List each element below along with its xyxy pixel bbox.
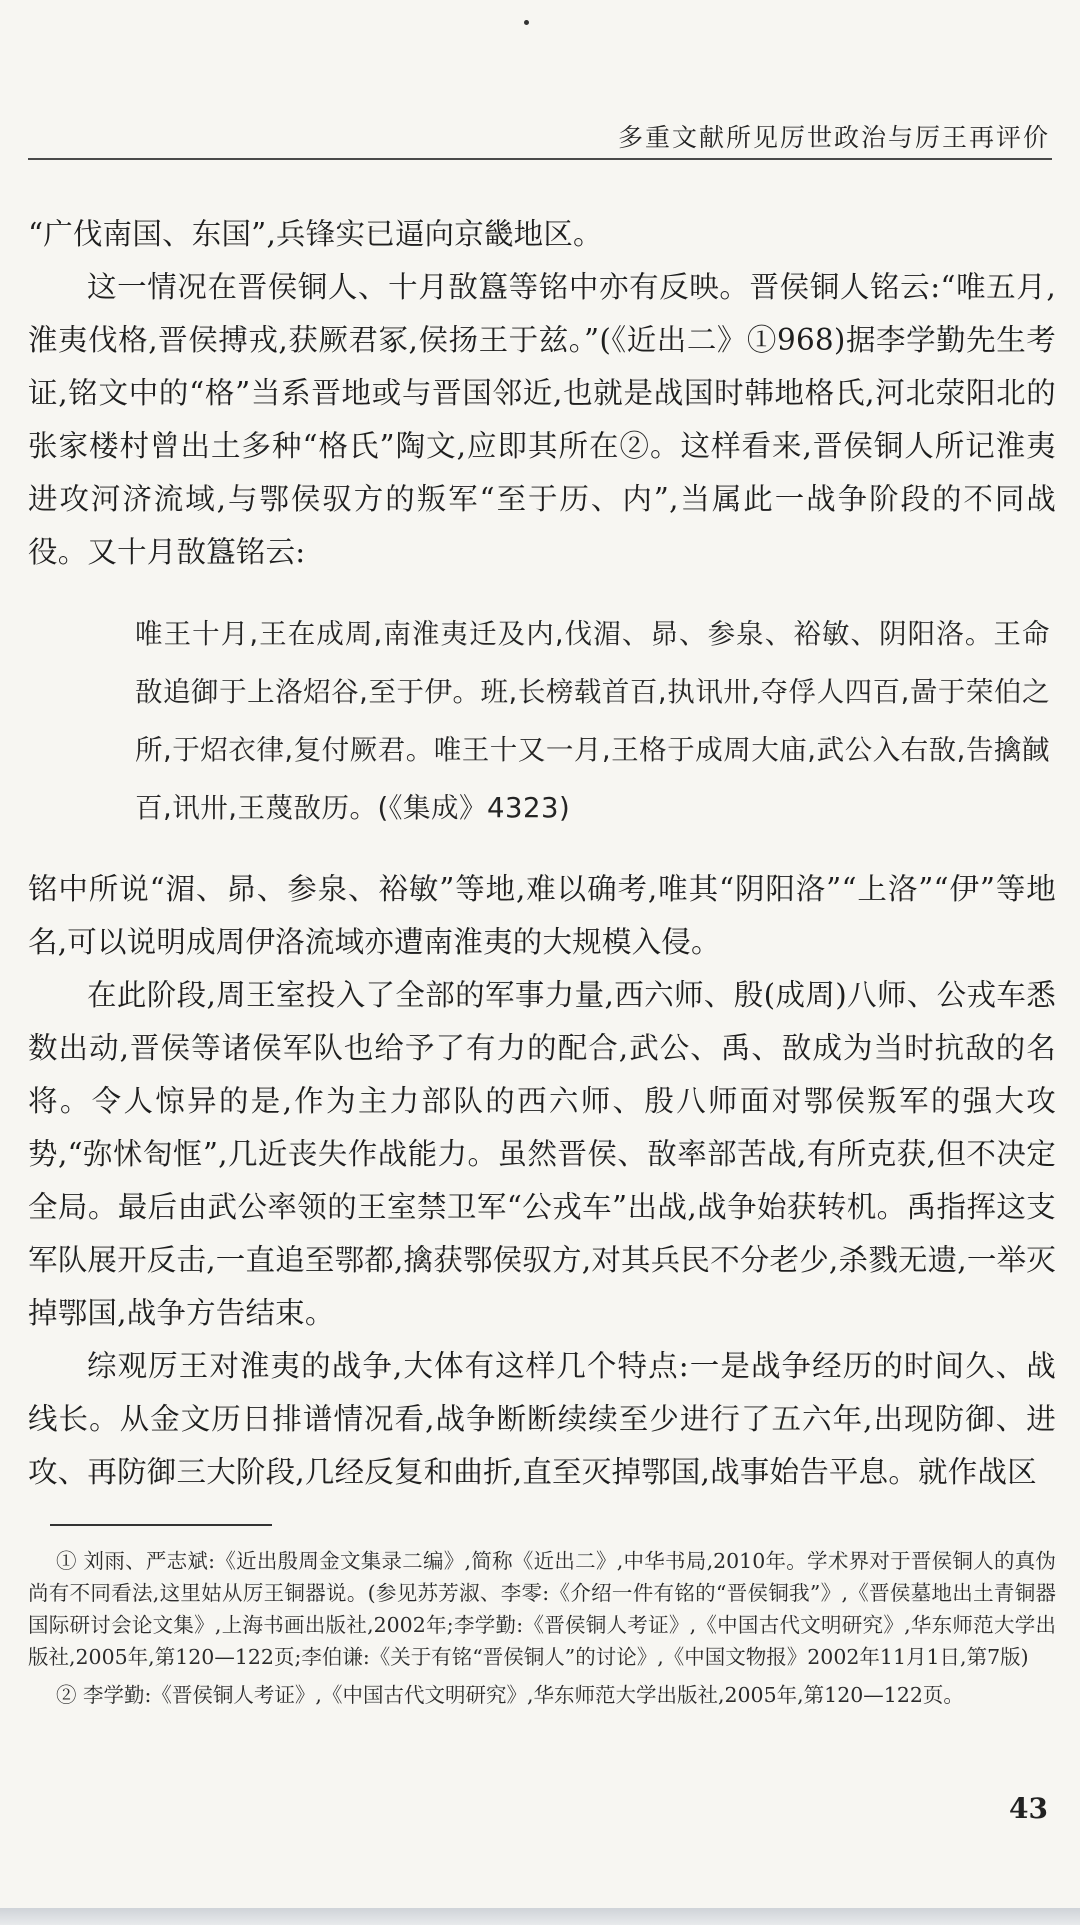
paragraph: 这一情况在晋侯铜人、十月敔簋等铭中亦有反映。晋侯铜人铭云:“唯五月,淮夷伐格,晋侯搏戎,获厥君冢,侯扬王于兹。”(《近出二》①968)据李学勤先生考证,铭文中的“格”当系晋地或与晋国邻近,也就是战国时韩地格氏,河北荥阳北的张家楼村曾出土多种“格氏”陶文,应即其所在②。这样看来,晋侯铜人所记淮夷进攻河济流域,与鄂侯驭方的叛军“至于历、内”,当属此一战争阶段的不同战役。又十月敔簋铭云:	[28, 270, 1056, 569]
footnotes	[28, 1545, 1056, 1711]
footnote: ② 李学勤:《晋侯铜人考证》,《中国古代文明研究》,华东师范大学出版社,2005年,第120—122页。	[56, 1683, 964, 1707]
paragraph: 综观厉王对淮夷的战争,大体有这样几个特点:一是战争经历的时间久、战线长。从金文历日排谱情况看,战争断断续续至少进行了五六年,出现防御、进攻、再防御三大阶段,几经反复和曲折,直至灭掉鄂国,战事始告平息。就作战区	[28, 1349, 1056, 1489]
footnote-rule	[50, 1524, 272, 1526]
inscription-quote: 唯王十月,王在成周,南淮夷迁及内,伐湄、昴、参泉、裕敏、阴阳洛。王命敔追御于上洛炤谷,至于伊。班,长榜载首百,执讯卅,夺俘人四百,啚于荣伯之所,于炤衣律,复付厥君。唯王十又一月,王格于成周大庙,武公入右敔,告擒馘百,讯卅,王蔑敔历。(《集成》4323)	[135, 618, 1050, 824]
header-rule	[28, 158, 1052, 160]
running-head: 多重文献所见厉世政治与厉王再评价	[617, 123, 1050, 152]
viewer-bottom-edge	[0, 1908, 1080, 1925]
paragraph: 在此阶段,周王室投入了全部的军事力量,西六师、殷(成周)八师、公戎车悉数出动,晋侯等诸侯军队也给予了有力的配合,武公、禹、敔成为当时抗敌的名将。令人惊异的是,作为主力部队的西六师、殷八师面对鄂侯叛军的强大攻势,“弥怵匌恇”,几近丧失作战能力。虽然晋侯、敔率部苦战,有所克获,但不决定全局。最后由武公率领的王室禁卫军“公戎车”出战,战争始获转机。禹指挥这支军队展开反击,一直追至鄂都,擒获鄂侯驭方,对其兵民不分老少,杀戮无遗,一举灭掉鄂国,战争方告结束。	[28, 978, 1056, 1330]
paragraph: 铭中所说“湄、昴、参泉、裕敏”等地,难以确考,唯其“阴阳洛”“上洛”“伊”等地名,可以说明成周伊洛流域亦遭南淮夷的大规模入侵。	[28, 872, 1056, 959]
paragraph-continuation: “广伐南国、东国”,兵锋实已逼向京畿地区。	[28, 217, 603, 251]
scan-speck	[524, 20, 529, 25]
main-text	[28, 208, 1056, 1499]
footnote: ① 刘雨、严志斌:《近出殷周金文集录二编》,简称《近出二》,中华书局,2010年。学术界对于晋侯铜人的真伪尚有不同看法,这里姑从厉王铜器说。(参见苏芳淑、李零:《介绍一件有铭的“晋侯铜我”》,《晋侯墓地出土青铜器国际研讨会论文集》,上海书画出版社,2002年;李学勤:《晋侯铜人考证》,《中国古代文明研究》,华东师范大学出版社,2005年,第120—122页;李伯谦:《关于有铭“晋侯铜人”的讨论》,《中国文物报》2002年11月1日,第7版)	[28, 1549, 1056, 1669]
page-number: 43	[1009, 1792, 1048, 1825]
